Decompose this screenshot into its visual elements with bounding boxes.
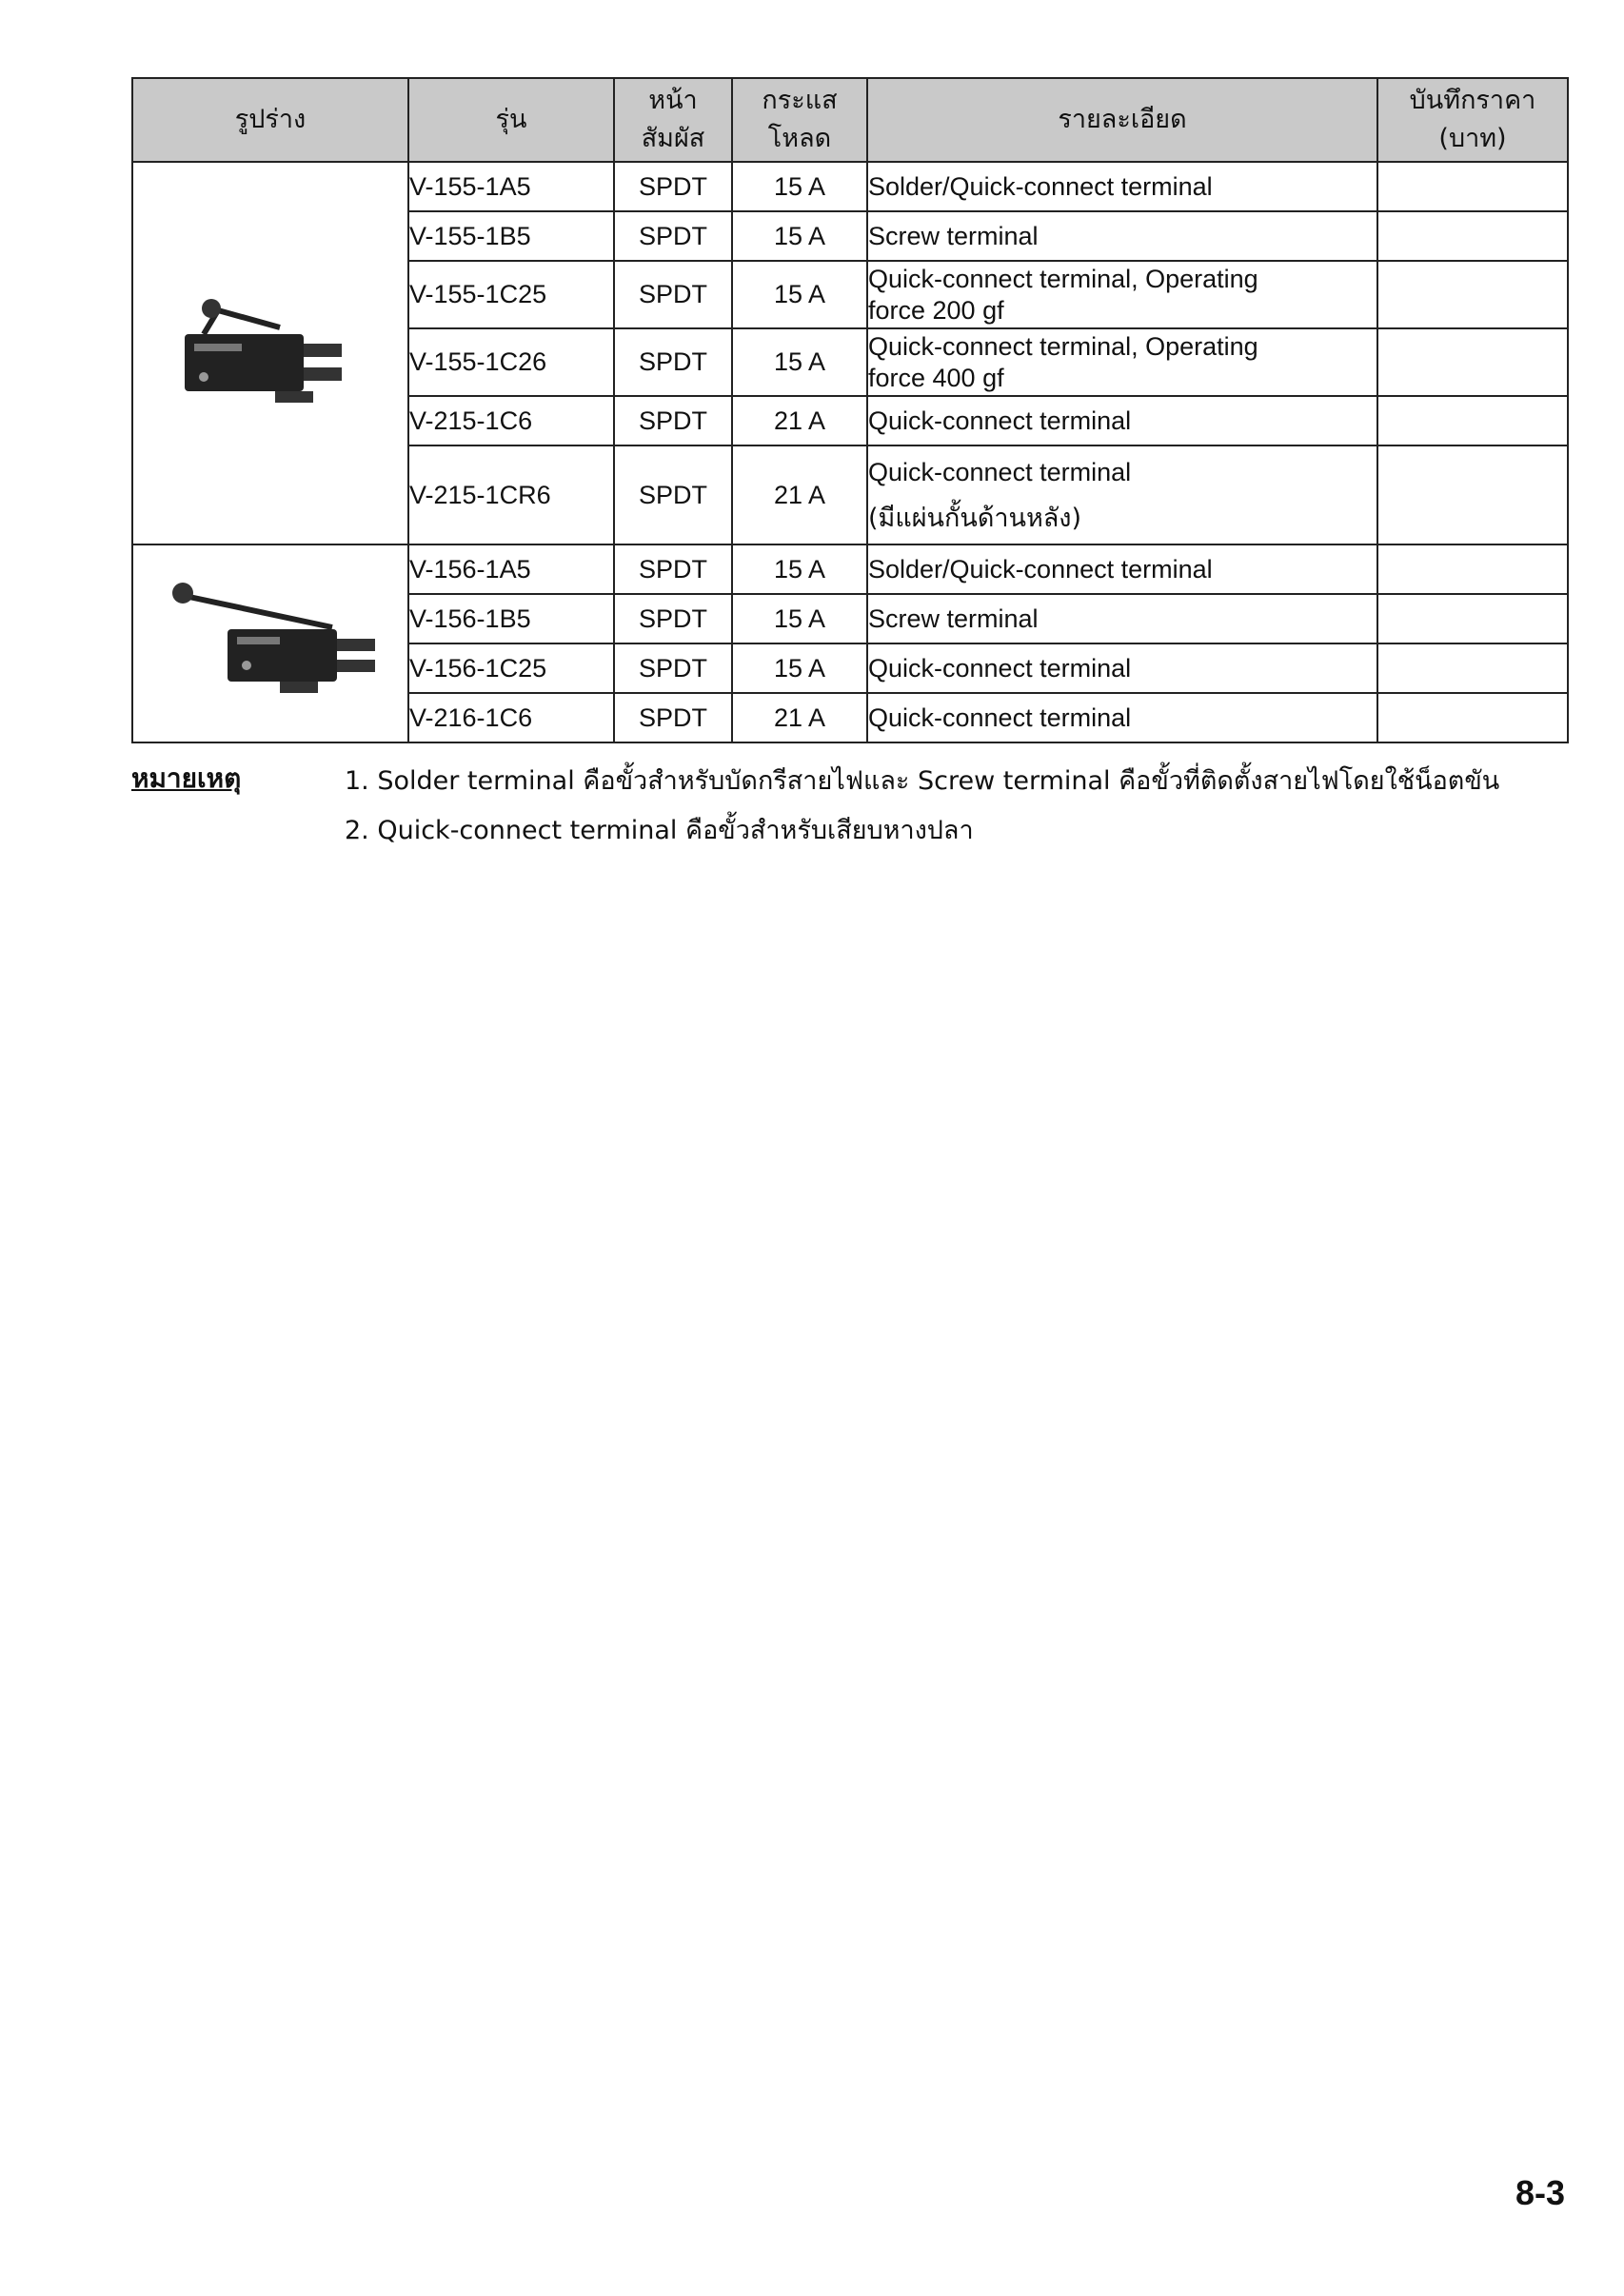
price-cell <box>1377 445 1568 544</box>
contact-cell: SPDT <box>614 261 732 328</box>
switch-image-short-lever <box>132 162 408 544</box>
contact-cell: SPDT <box>614 445 732 544</box>
current-cell: 15 A <box>732 328 867 396</box>
header-shape: รูปร่าง <box>132 78 408 162</box>
price-cell <box>1377 544 1568 594</box>
model-cell: V-216-1C6 <box>408 693 614 742</box>
model-cell: V-156-1B5 <box>408 594 614 643</box>
contact-cell: SPDT <box>614 594 732 643</box>
current-cell: 15 A <box>732 643 867 693</box>
notes-label: หมายเหตุ <box>131 762 242 794</box>
model-cell: V-215-1C6 <box>408 396 614 445</box>
contact-cell: SPDT <box>614 211 732 261</box>
detail-cell: Quick-connect terminal <box>867 693 1377 742</box>
model-cell: V-156-1A5 <box>408 544 614 594</box>
model-cell: V-155-1C26 <box>408 328 614 396</box>
current-cell: 15 A <box>732 594 867 643</box>
price-cell <box>1377 643 1568 693</box>
contact-cell: SPDT <box>614 643 732 693</box>
current-cell: 15 A <box>732 261 867 328</box>
current-cell: 21 A <box>732 445 867 544</box>
note-line-1: 1. Solder terminal คือขั้วสำหรับบัดกรีสายไฟและ Screw terminal คือขั้วที่ติดตั้งสายไฟโดยใช้น็อตขัน <box>345 766 1500 796</box>
header-contact: หน้า สัมผัส <box>614 78 732 162</box>
detail-cell: Screw terminal <box>867 594 1377 643</box>
contact-cell: SPDT <box>614 544 732 594</box>
table-header-row <box>132 78 1568 162</box>
price-cell <box>1377 693 1568 742</box>
contact-cell: SPDT <box>614 328 732 396</box>
contact-cell: SPDT <box>614 162 732 211</box>
price-cell <box>1377 594 1568 643</box>
model-cell: V-215-1CR6 <box>408 445 614 544</box>
model-cell: V-156-1C25 <box>408 643 614 693</box>
detail-cell: Quick-connect terminal (มีแผ่นกั้นด้านหลัง) <box>867 445 1377 544</box>
note-line-2: 2. Quick-connect terminal คือขั้วสำหรับเสียบหางปลา <box>345 816 974 845</box>
switch-image-long-lever <box>132 544 408 742</box>
contact-cell: SPDT <box>614 396 732 445</box>
current-cell: 21 A <box>732 396 867 445</box>
price-cell <box>1377 162 1568 211</box>
spec-table <box>131 77 1569 743</box>
detail-cell: Screw terminal <box>867 211 1377 261</box>
model-cell: V-155-1C25 <box>408 261 614 328</box>
current-cell: 21 A <box>732 693 867 742</box>
page-number: 8-3 <box>1515 2173 1565 2212</box>
table-row <box>132 544 1568 594</box>
current-cell: 15 A <box>732 211 867 261</box>
detail-cell: Solder/Quick-connect terminal <box>867 162 1377 211</box>
header-detail: รายละเอียด <box>867 78 1377 162</box>
detail-cell: Quick-connect terminal <box>867 643 1377 693</box>
detail-cell: Quick-connect terminal, Operating force 400 gf <box>867 328 1377 396</box>
model-cell: V-155-1A5 <box>408 162 614 211</box>
microswitch-short-roller-icon <box>166 282 375 425</box>
model-cell: V-155-1B5 <box>408 211 614 261</box>
detail-cell: Quick-connect terminal, Operating force 200 gf <box>867 261 1377 328</box>
detail-cell: Quick-connect terminal <box>867 396 1377 445</box>
header-model: รุ่น <box>408 78 614 162</box>
price-cell <box>1377 396 1568 445</box>
microswitch-long-roller-icon <box>156 563 385 724</box>
table-row <box>132 162 1568 211</box>
price-cell <box>1377 328 1568 396</box>
price-cell <box>1377 261 1568 328</box>
current-cell: 15 A <box>732 162 867 211</box>
price-cell <box>1377 211 1568 261</box>
header-price: บันทึกราคา (บาท) <box>1377 78 1568 162</box>
header-current: กระแส โหลด <box>732 78 867 162</box>
detail-cell: Solder/Quick-connect terminal <box>867 544 1377 594</box>
contact-cell: SPDT <box>614 693 732 742</box>
current-cell: 15 A <box>732 544 867 594</box>
